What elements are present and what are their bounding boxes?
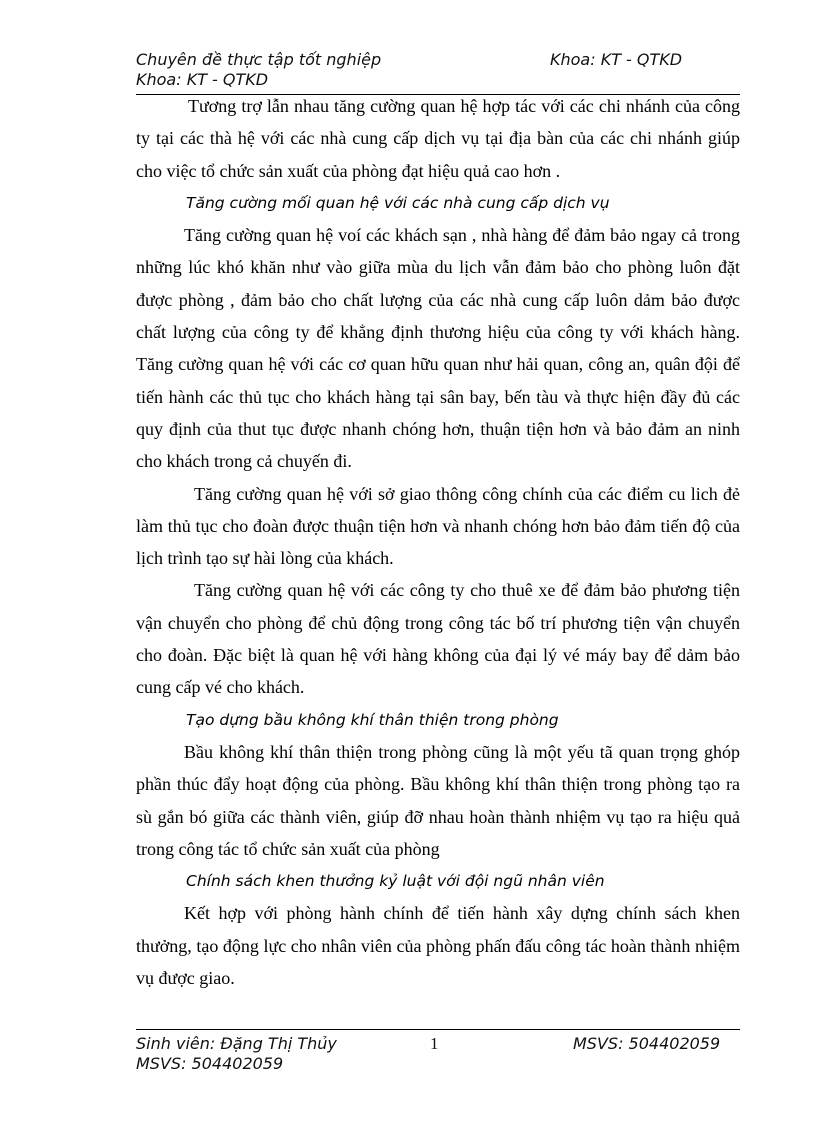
document-body (136, 90, 740, 994)
section-heading-atmosphere: Tạo dựng bầu không khí thân thiện trong phòng (186, 710, 559, 729)
page-number: 1 (430, 1034, 439, 1053)
paragraph-hotels: Tăng cường quan hệ voí các khách sạn , nhà hàng để đảm bảo ngay cả trong những lúc khó khăn như vào giữa mùa du lịch vẫn đảm bảo cho phòng luôn đặt được phòng , đảm bảo cho chất lượng của các nhà cung cấp luôn dảm bảo được chất lượng của công ty để khẳng định thương hiệu của công ty với khách hàng. Tăng cường quan hệ với các cơ quan hữu quan như hải quan, công an, quân đội để tiến hành các thủ tục cho khách hàng tại sân bay, bến tàu và thực hiện đầy đủ các quy định của thut tục được nhanh chóng hơn, thuận tiện hơn và bảo đảm an ninh cho khách trong cả chuyến đi. (136, 225, 740, 472)
header-title: Chuyên đề thực tập tốt nghiệp (136, 50, 382, 69)
section-heading-rewards: Chính sách khen thưởng kỷ luật với đội ngũ nhân viên (186, 872, 605, 891)
section-heading-suppliers: Tăng cường mối quan hệ với các nhà cung cấp dịch vụ (186, 193, 610, 212)
footer-student-id-repeat: MSVS: 504402059 (136, 1054, 284, 1073)
page-header (136, 50, 740, 72)
paragraph-transport-dept: Tăng cường quan hệ với sở giao thông công chính của các điểm cu lich đẻ làm thủ tục cho đoàn được thuận tiện hơn và nhanh chóng hơn bảo đảm tiến độ của lịch trình tạo sự hài lòng của khách. (136, 483, 740, 569)
paragraph-cooperation: Tương trợ lẫn nhau tăng cường quan hệ hợp tác với các chi nhánh của công ty tại các thà hệ với các nhà cung cấp dịch vụ tại địa bàn của các chi nhánh giúp cho việc tổ chức sản xuất của phòng đạt hiệu quả cao hơn . (136, 96, 740, 181)
paragraph-car-rental: Tăng cường quan hệ với các công ty cho thuê xe để đảm bảo phương tiện vận chuyển cho phòng để chủ động trong công tác bố trí phương tiện vận chuyển cho đoàn. Đặc biệt là quan hệ với hàng không của đại lý vé máy bay để dảm bảo cung cấp vé cho khách. (136, 580, 740, 698)
paragraph-rewards: Kết hợp với phòng hành chính để tiến hành xây dựng chính sách khen thưởng, tạo động lực cho nhân viên của phòng phấn đấu công tác hoàn thành nhiệm vụ được giao. (136, 903, 740, 989)
header-faculty-repeat: Khoa: KT - QTKD (136, 70, 269, 89)
paragraph-atmosphere: Bầu không khí thân thiện trong phòng cũng là một yếu tã quan trọng ghóp phần thúc đẩy hoạt động của phòng. Bầu không khí thân thiện trong phòng tạo ra sù gắn bó giữa các thành viên, giúp đỡ nhau hoàn thành nhiệm vụ tạo ra hiệu quả trong công tác tổ chức sản xuất của phòng (136, 741, 740, 859)
header-faculty: Khoa: KT - QTKD (550, 50, 683, 69)
footer-student: Sinh viên: Đặng Thị Thủy (136, 1034, 337, 1053)
footer-rule (136, 1029, 740, 1030)
footer-student-id: MSVS: 504402059 (573, 1034, 721, 1053)
